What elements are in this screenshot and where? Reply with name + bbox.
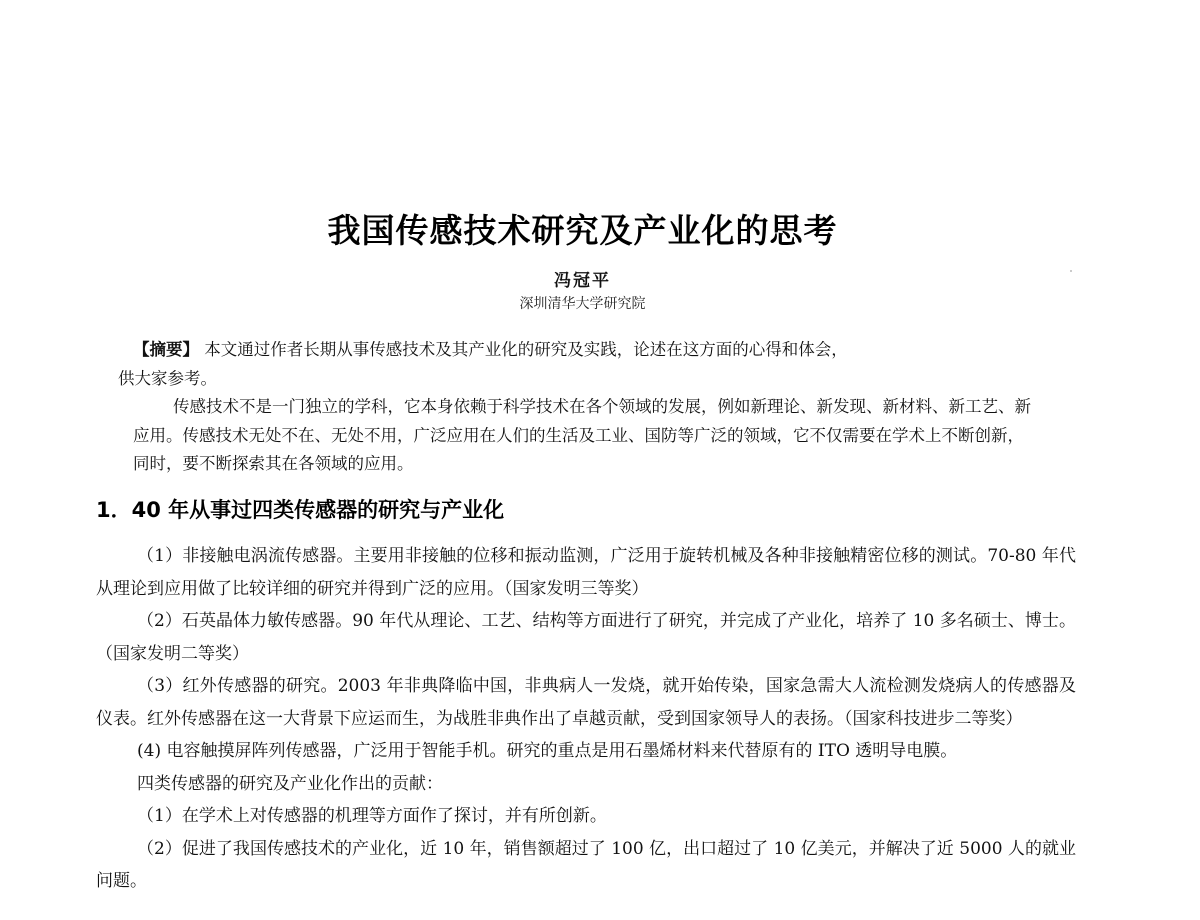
abstract-paragraph-1-continued: 供大家参考。 bbox=[118, 368, 217, 388]
abstract-paragraph-2: 传感技术不是一门独立的学科，它本身依赖于科学技术在各个领域的发展，例如新理论、新发现、新材料、新工艺、新应用。传感技术无处不在、无处不用，广泛应用在人们的生活及工业、国防等广泛的领域，它不仅需要在学术上不断创新，同时，要不断探索其在各领域的应用。 bbox=[133, 397, 1031, 473]
contributions-intro: 四类传感器的研究及产业化作出的贡献： bbox=[137, 773, 443, 794]
body-paragraph: (4) 电容触摸屏阵列传感器，广泛用于智能手机。研究的重点是用石墨烯材料来代替原有的 ITO 透明导电膜。 bbox=[137, 741, 958, 761]
abstract-text-1: 本文通过作者长期从事传感技术及其产业化的研究及实践，论述在这方面的心得和体会， bbox=[204, 340, 848, 359]
body-paragraph: （3）红外传感器的研究。2003 年非典降临中国，非典病人一发烧，就开始传染，国家急需大人流检测发烧病人的传感器及仪表。红外传感器在这一大背景下应运而生，为战胜非典作出了卓越贡献，受到国家领导人的表扬。（国家科技进步二等奖） bbox=[96, 676, 1076, 729]
section-body bbox=[96, 540, 1076, 898]
scan-speck bbox=[1070, 270, 1072, 272]
body-paragraph: （2）石英晶体力敏传感器。90 年代从理论、工艺、结构等方面进行了研究，并完成了产业化，培养了 10 多名硕士、博士。（国家发明二等奖） bbox=[96, 611, 1076, 664]
abstract-paragraph-1 bbox=[133, 336, 1038, 365]
section-heading: 1．40 年从事过四类传感器的研究与产业化 bbox=[96, 498, 505, 522]
contribution-item: （1）在学术上对传感器的机理等方面作了探讨，并有所创新。 bbox=[137, 806, 607, 826]
paper-title: 我国传感技术研究及产业化的思考 bbox=[327, 211, 838, 250]
contribution-item: （2）促进了我国传感技术的产业化，近 10 年，销售额超过了 100 亿，出口超过了 10 亿美元，并解决了近 5000 人的就业问题。 bbox=[96, 838, 1076, 891]
abstract-block bbox=[118, 336, 1038, 479]
author-name: 冯冠平 bbox=[554, 271, 611, 291]
author-affiliation: 深圳清华大学研究院 bbox=[519, 296, 646, 312]
body-paragraph: （1）非接触电涡流传感器。主要用非接触的位移和振动监测，广泛用于旋转机械及各种非接触精密位移的测试。70-80 年代从理论到应用做了比较详细的研究并得到广泛的应用。（国家发明三等奖） bbox=[96, 546, 1076, 599]
abstract-label: 【摘要】 bbox=[133, 340, 199, 359]
